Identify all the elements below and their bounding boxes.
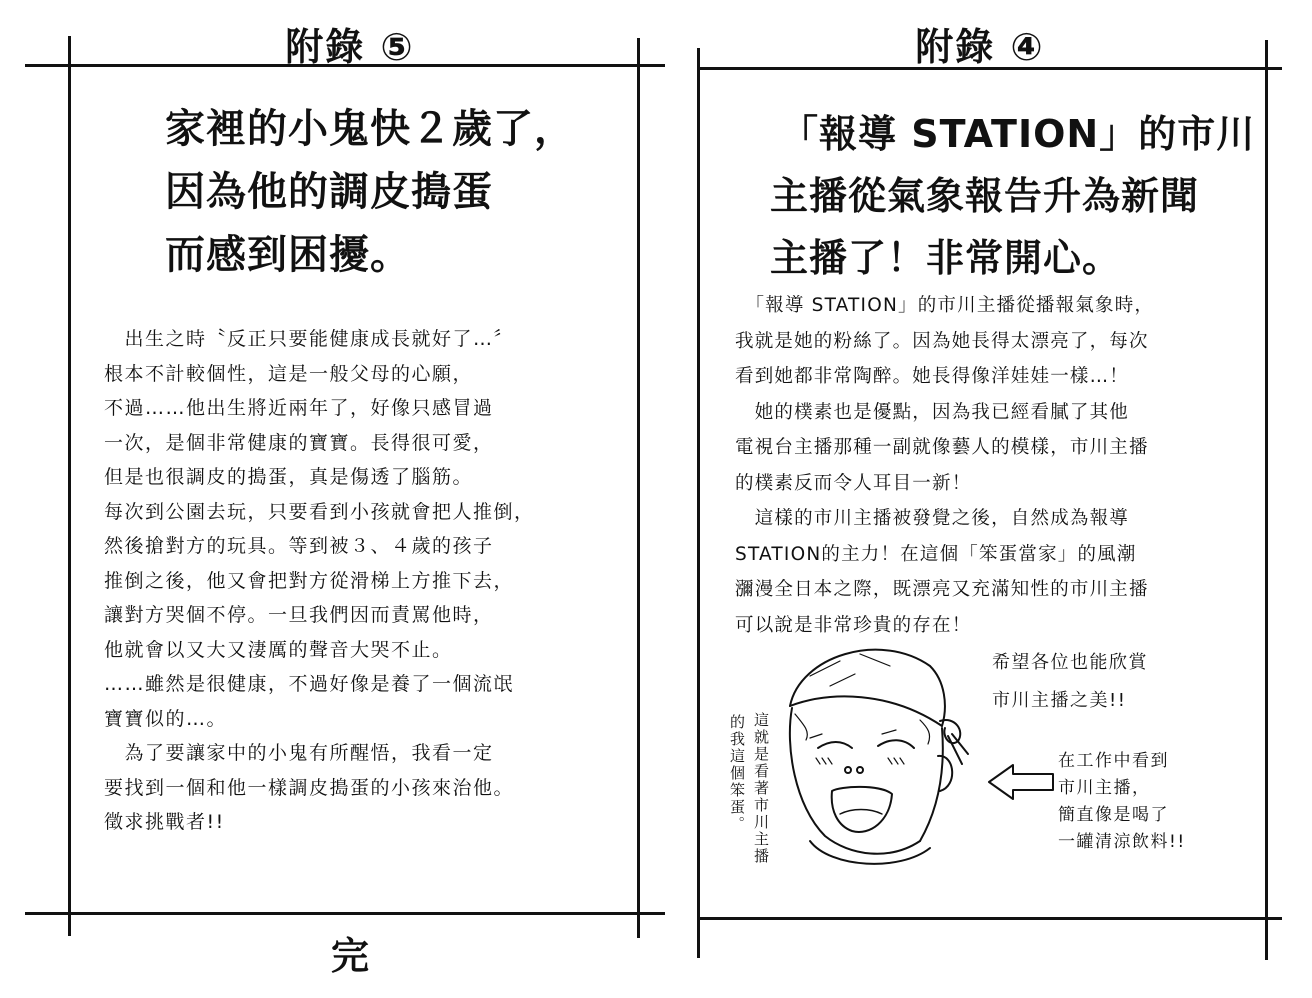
left-body-line: 讓對方哭個不停。一旦我們因而責罵他時， <box>104 604 494 626</box>
left-body-line: 寶寶似的…。 <box>104 707 228 730</box>
right-frame-left-line <box>697 48 700 958</box>
caption-right-line: 市川主播， <box>1058 778 1151 798</box>
caption-right-line: 一罐清涼飲料!! <box>1058 832 1186 852</box>
right-body-line: 電視台主播那種一副就像藝人的模樣，市川主播 <box>735 437 1149 458</box>
vertical-note-2: 的我這個笨蛋。 <box>728 714 746 833</box>
left-frame-left-line <box>68 36 71 936</box>
left-body-line: 為了要讓家中的小鬼有所醒悟，我看一定 <box>104 742 494 764</box>
left-body-line: 每次到公園去玩，只要看到小孩就會把人推倒， <box>104 500 535 523</box>
right-body-line: 她的樸素也是優點，因為我已經看膩了其他 <box>735 401 1130 423</box>
left-headline-line-2: 因為他的調皮搗蛋 <box>165 169 493 215</box>
arrow-icon <box>985 762 1055 802</box>
right-body-line: 「報導 STATION」的市川主播從播報氣象時， <box>735 295 1155 316</box>
right-headline-line-2: 主播從氣象報告升為新聞 <box>770 174 1200 218</box>
left-body-line: ……雖然是很健康，不過好像是養了一個流氓 <box>104 673 515 695</box>
caption-right <box>1058 748 1186 856</box>
left-body-line: 根本不計較個性，這是一般父母的心願， <box>104 362 474 385</box>
left-headline-line-3: 而感到困擾。 <box>165 232 411 278</box>
right-body-line: 我就是她的粉絲了。因為她長得太漂亮了，每次 <box>735 330 1149 352</box>
left-body-line: 然後搶對方的玩具。等到被３、４歲的孩子 <box>104 535 494 557</box>
left-body-line: 出生之時〝反正只要能健康成長就好了…〞 <box>104 328 515 350</box>
right-headline-line-1: 「報導 STATION」的市川 <box>780 112 1256 156</box>
right-body-text <box>735 288 1154 643</box>
right-page-title: 附錄 ④ <box>915 24 1045 69</box>
left-headline-line-1: 家裡的小鬼快２歲了， <box>165 106 575 152</box>
end-mark: 完 <box>330 934 369 978</box>
right-headline <box>770 103 1255 289</box>
announcer-sketch <box>770 636 970 876</box>
right-body-line: STATION的主力！在這個「笨蛋當家」的風潮 <box>735 543 1137 565</box>
right-body-line: 看到她都非常陶醉。她長得像洋娃娃一樣…！ <box>735 366 1130 387</box>
right-body-line: 的樸素反而令人耳目一新！ <box>735 472 972 494</box>
left-body-line: 推倒之後，他又會把對方從滑梯上方推下去， <box>104 569 515 592</box>
left-headline <box>165 98 575 287</box>
left-frame-right-line <box>637 38 640 938</box>
right-frame-right-line <box>1265 40 1268 960</box>
caption-top <box>992 648 1148 716</box>
right-frame-bottom-line <box>698 917 1282 920</box>
right-body-line: 這樣的市川主播被發覺之後，自然成為報導 <box>735 508 1130 529</box>
left-body-line: 要找到一個和他一樣調皮搗蛋的小孩來治他。 <box>104 776 515 799</box>
caption-right-line: 在工作中看到 <box>1058 751 1169 771</box>
right-body-line: 瀰漫全日本之際，既漂亮又充滿知性的市川主播 <box>735 579 1149 600</box>
caption-top-line: 希望各位也能欣賞 <box>992 652 1148 673</box>
caption-top-line: 市川主播之美!! <box>992 690 1127 711</box>
left-frame-bottom-line <box>25 912 665 915</box>
left-body-line: 不過……他出生將近兩年了，好像只感冒過 <box>104 397 494 419</box>
caption-right-line: 簡直像是喝了 <box>1058 805 1169 825</box>
right-headline-line-3: 主播了！非常開心。 <box>770 236 1122 280</box>
left-body-line: 徵求挑戰者!! <box>104 811 225 833</box>
left-body-line: 他就會以又大又淒厲的聲音大哭不止。 <box>104 638 453 661</box>
left-body-text <box>104 322 535 840</box>
left-body-line: 一次，是個非常健康的寶寶。長得很可愛， <box>104 431 494 454</box>
left-body-line: 但是也很調皮的搗蛋，真是傷透了腦筋。 <box>104 466 474 488</box>
right-body-line: 可以說是非常珍貴的存在！ <box>735 614 972 636</box>
vertical-note-1: 這就是看著市川主播 <box>752 712 770 865</box>
left-page-title: 附錄 ⑤ <box>285 24 415 69</box>
